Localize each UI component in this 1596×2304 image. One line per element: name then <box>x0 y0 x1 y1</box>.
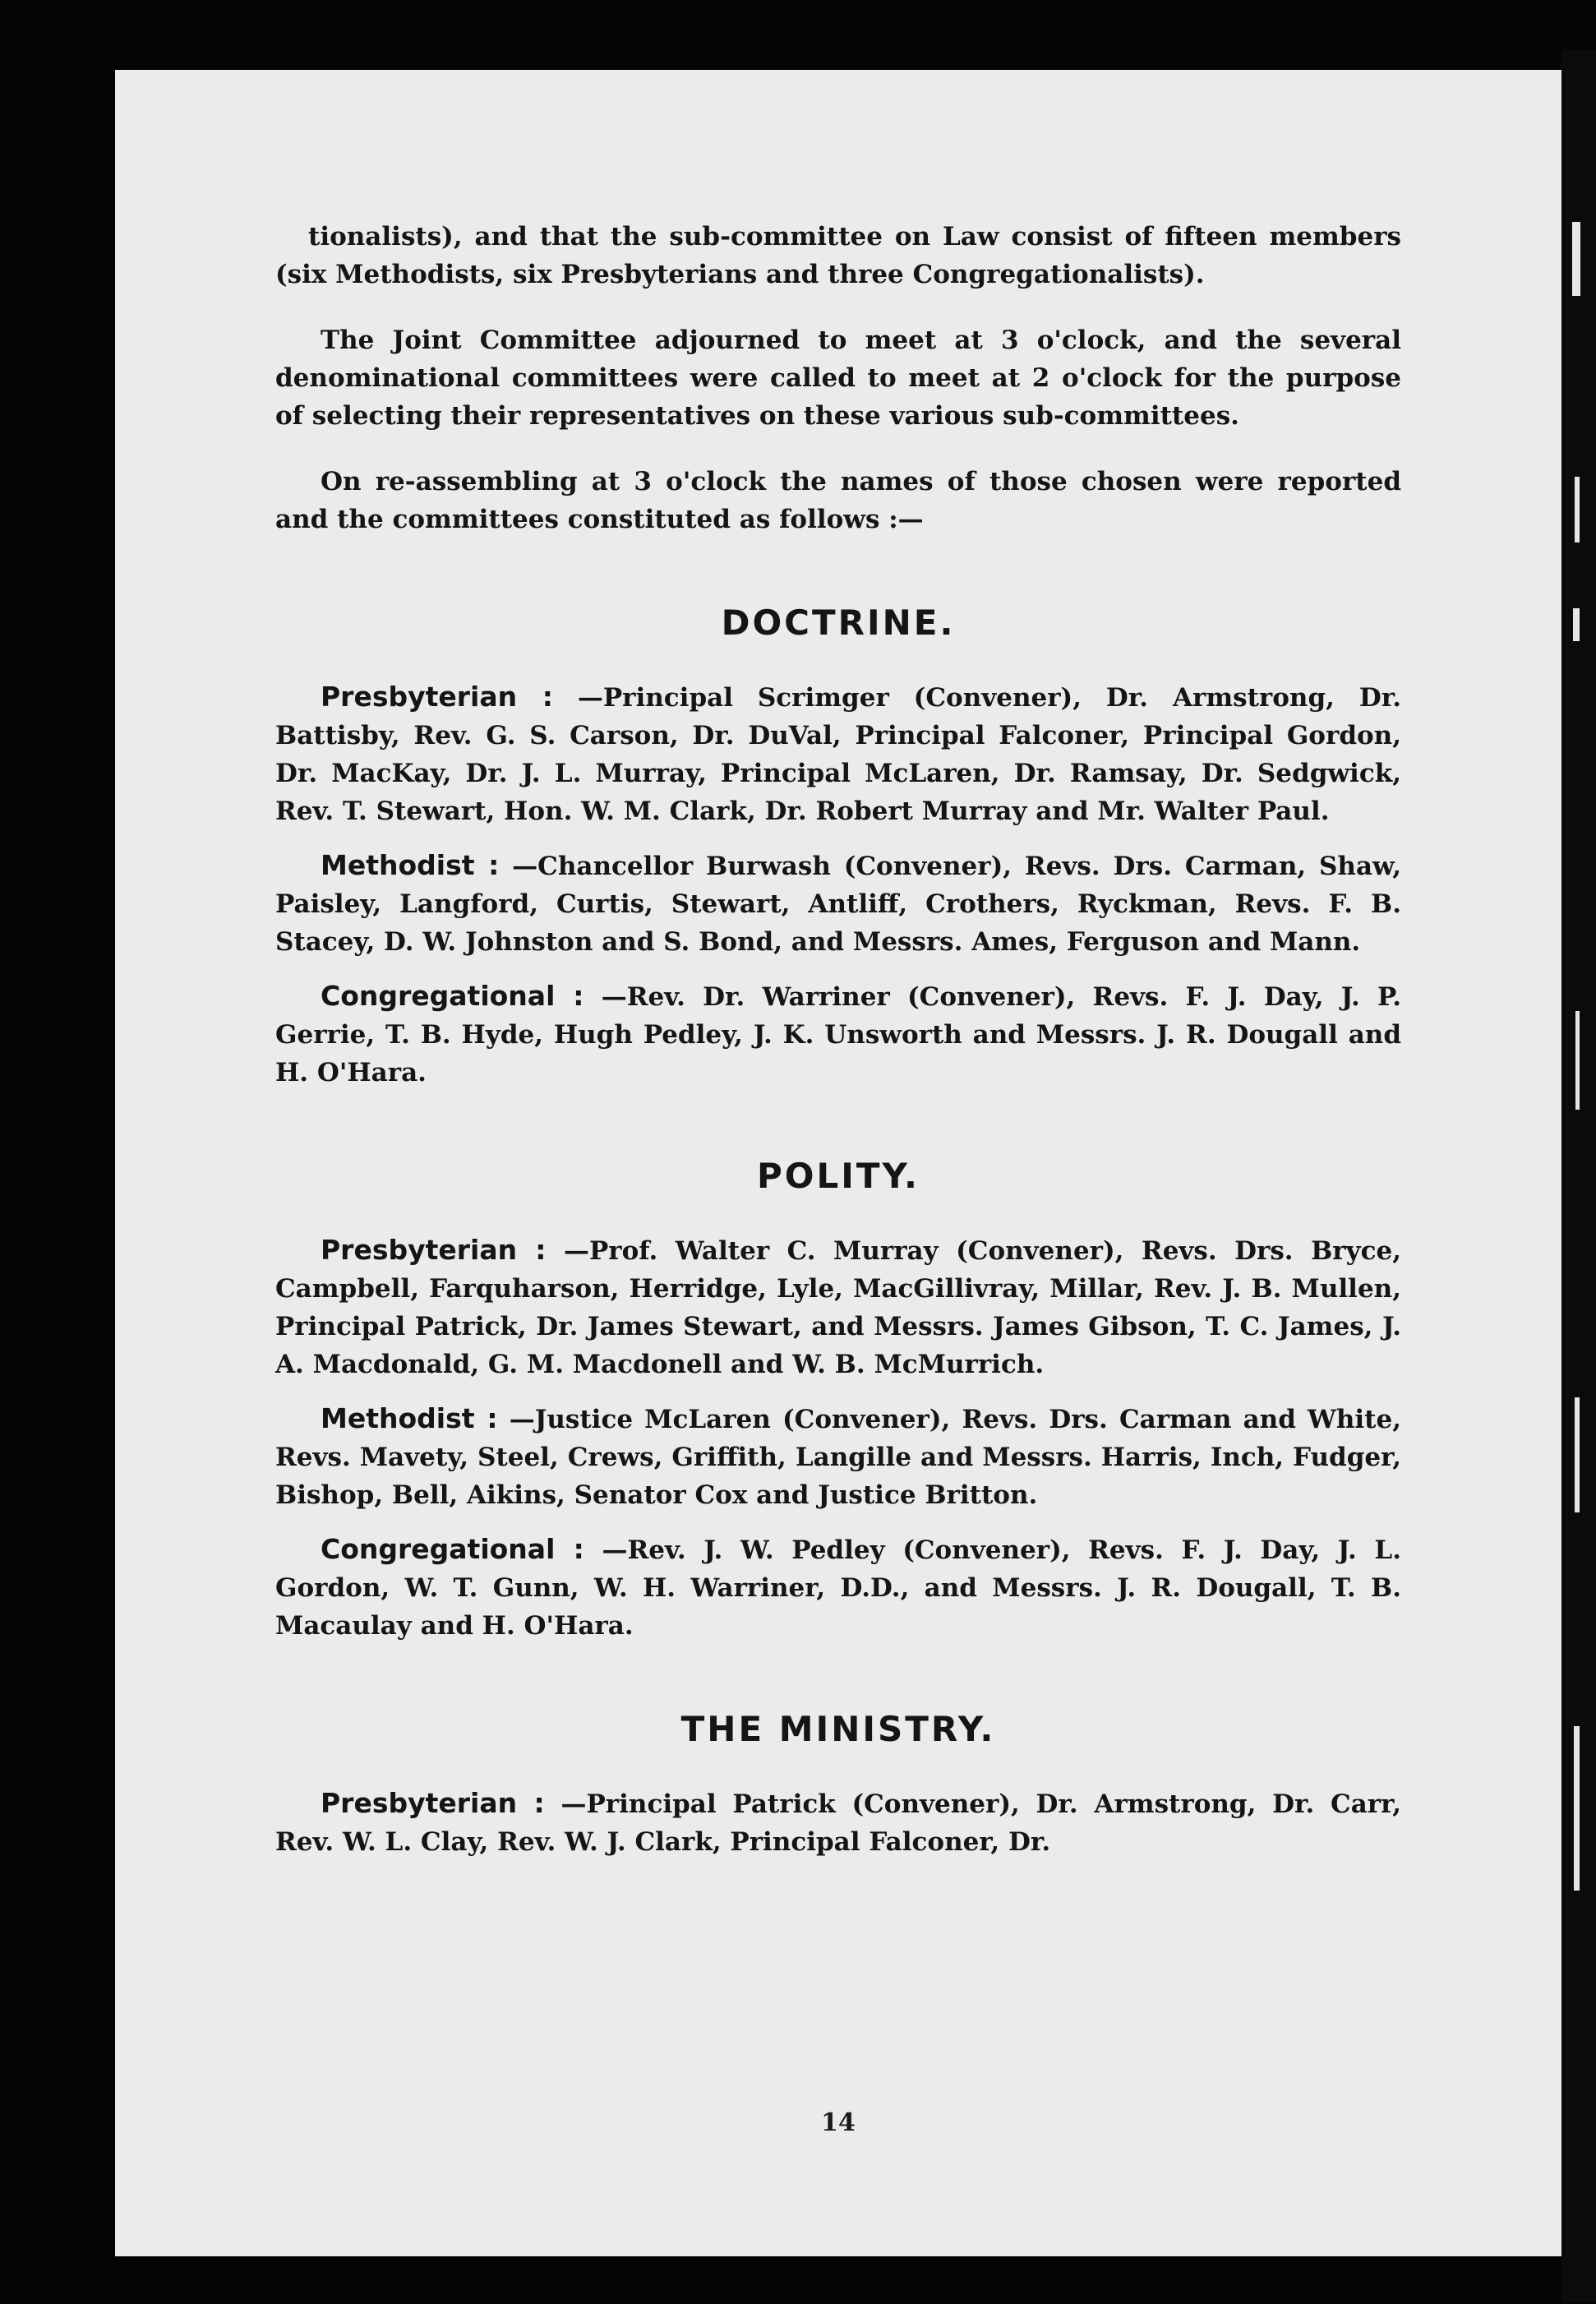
denomination-label: Methodist : <box>321 1402 498 1434</box>
polity-congregational-entry <box>275 1531 1401 1645</box>
doctrine-methodist-entry <box>275 847 1401 961</box>
scan-artifact <box>1572 222 1580 296</box>
denomination-label: Presbyterian : <box>321 1787 545 1819</box>
member-list: —Rev. Dr. Warriner (Convener), Revs. F. J. Day, J. P. Gerrie, T. B. Hyde, Hugh Pedley, J. K. Unsworth and Messrs. J. R. Dougall and H. O'Hara. <box>275 982 1401 1087</box>
page-content <box>275 218 1401 1877</box>
opening-paragraph: tionalists), and that the sub-committee on Law consist of fifteen members (six Methodists, six Presbyterians and three Congregationalists). <box>275 222 1401 289</box>
adjourn-paragraph: The Joint Committee adjourned to meet at 3 o'clock, and the several denominational committees were called to meet at 2 o'clock for the purpose of selecting their representatives on these various sub-committees. <box>275 326 1401 431</box>
scan-artifact <box>1573 608 1580 641</box>
member-list: —Prof. Walter C. Murray (Convener), Revs. Drs. Bryce, Campbell, Farquharson, Herridge, Lyle, MacGillivray, Millar, Rev. J. B. Mullen, Principal Patrick, Dr. James Stewart, and Messrs. James Gibson, T. C. James, J. A. Macdonald, G. M. Macdonell and W. B. McMurrich. <box>275 1236 1402 1379</box>
polity-methodist-entry <box>275 1400 1401 1514</box>
member-list: —Rev. J. W. Pedley (Convener), Revs. F. J. Day, J. L. Gordon, W. T. Gunn, W. H. Warriner, D.D., and Messrs. J. R. Dougall, T. B. Macaulay and H. O'Hara. <box>275 1535 1401 1641</box>
member-list: —Chancellor Burwash (Convener), Revs. Drs. Carman, Shaw, Paisley, Langford, Curtis, Stewart, Antliff, Crothers, Ryckman, Revs. F. B. Stacey, D. W. Johnston and S. Bond, and Messrs. Ames, Ferguson and Mann. <box>275 852 1402 957</box>
denomination-label: Congregational : <box>321 980 584 1012</box>
scan-artifact <box>1575 477 1580 543</box>
member-list: —Principal Scrimger (Convener), Dr. Armstrong, Dr. Battisby, Rev. G. S. Carson, Dr. DuVal, Principal Falconer, Principal Gordon, Dr. MacKay, Dr. J. L. Murray, Principal McLaren, Dr. Ramsay, Dr. Sedgwick, Rev. T. Stewart, Hon. W. M. Clark, Dr. Robert Murray and Mr. Walter Paul. <box>275 683 1402 826</box>
member-list: —Justice McLaren (Convener), Revs. Drs. Carman and White, Revs. Mavety, Steel, Crews, Griffith, Langille and Messrs. Harris, Inch, Fudger, Bishop, Bell, Aikins, Senator Cox and Justice Britton. <box>275 1405 1401 1510</box>
polity-presbyterian-entry <box>275 1231 1401 1383</box>
page-number: 14 <box>821 2108 856 2137</box>
section-heading-doctrine: DOCTRINE. <box>721 603 956 643</box>
section-heading-ministry: THE MINISTRY. <box>680 1709 996 1749</box>
doctrine-presbyterian-entry <box>275 678 1401 830</box>
reassemble-paragraph: On re-assembling at 3 o'clock the names of those chosen were reported and the committees constituted as follows :— <box>275 467 1401 534</box>
scan-border-right <box>1561 49 1596 2302</box>
denomination-label: Presbyterian : <box>321 1234 547 1266</box>
document-page <box>115 70 1561 2256</box>
section-heading-polity: POLITY. <box>757 1156 920 1196</box>
denomination-label: Presbyterian : <box>321 681 553 713</box>
denomination-label: Methodist : <box>321 849 500 881</box>
scan-artifact <box>1574 1726 1580 1891</box>
member-list: —Principal Patrick (Convener), Dr. Armstrong, Dr. Carr, Rev. W. L. Clay, Rev. W. J. Clark, Principal Falconer, Dr. <box>275 1789 1401 1857</box>
denomination-label: Congregational : <box>321 1533 584 1565</box>
ministry-presbyterian-entry <box>275 1785 1401 1861</box>
doctrine-congregational-entry <box>275 977 1401 1092</box>
scan-artifact <box>1575 1397 1580 1512</box>
scan-artifact <box>1575 1011 1580 1110</box>
